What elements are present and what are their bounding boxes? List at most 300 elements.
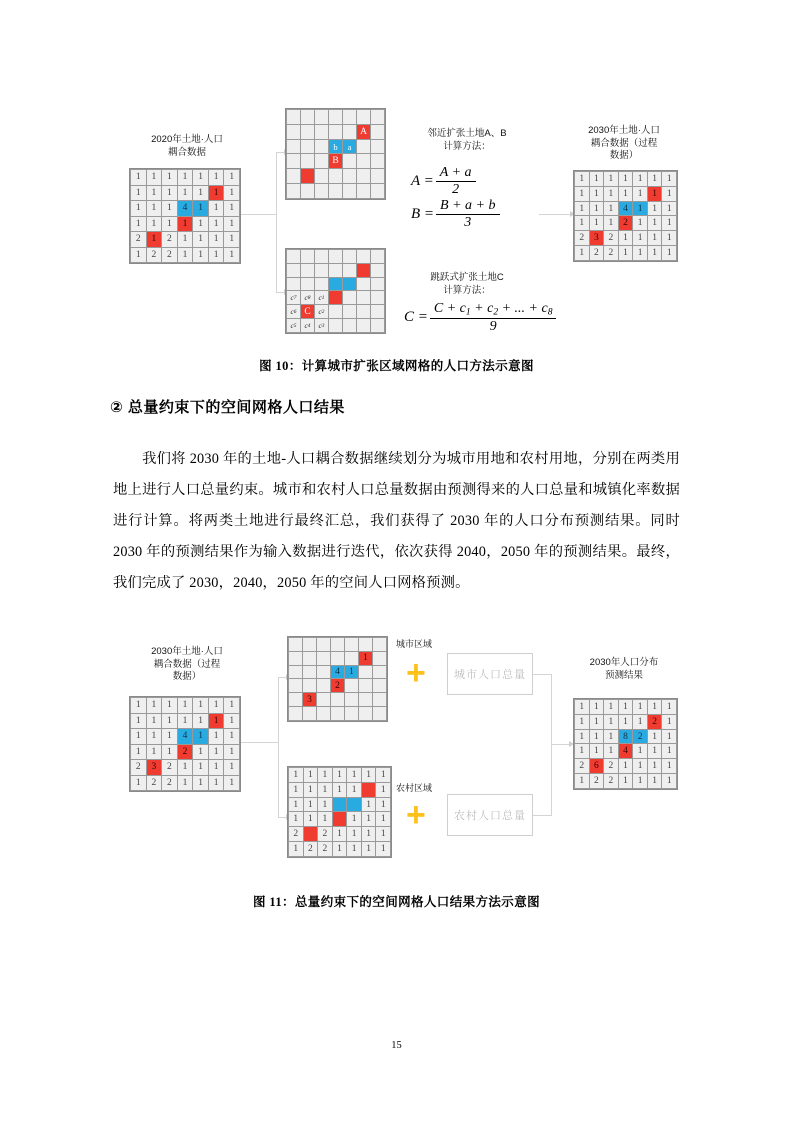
- grid-cell: [362, 783, 376, 797]
- grid-cell: 1: [575, 700, 589, 714]
- grid-cell: [331, 638, 344, 651]
- grid-cell: 1: [131, 248, 146, 263]
- grid-cell: 2: [162, 232, 177, 247]
- figure11-urban-grid: [287, 636, 388, 722]
- grid-cell: 1: [209, 201, 224, 216]
- grid-cell: 1: [376, 783, 390, 797]
- grid-cell: 1: [304, 783, 318, 797]
- grid-cell: 1: [662, 730, 676, 744]
- grid-cell: 1: [376, 768, 390, 782]
- grid-cell: [345, 679, 358, 692]
- grid-cell: [373, 693, 386, 706]
- grid-cell: 1: [131, 698, 146, 713]
- grid-cell: [289, 666, 302, 679]
- grid-cell: 1: [648, 202, 662, 216]
- grid-cell: 1: [224, 186, 239, 201]
- grid-cell: 1: [575, 744, 589, 758]
- grid-cell: 1: [224, 714, 239, 729]
- grid-cell: 1: [347, 768, 361, 782]
- grid-cell: 1: [224, 170, 239, 185]
- figure10-note-c: 跳跃式扩张土地C 计算方法：: [430, 272, 504, 296]
- grid-cell: 2: [304, 842, 318, 856]
- grid-cell: 4: [619, 202, 633, 216]
- grid-cell: 1: [147, 232, 162, 247]
- grid-cell: 1: [224, 760, 239, 775]
- grid-cell: 2: [590, 774, 604, 788]
- grid-cell: 3: [590, 231, 604, 245]
- figure11-rural-total-label: 农村人口总量: [454, 810, 526, 822]
- grid-cell: 1: [362, 812, 376, 826]
- grid-cell: [289, 652, 302, 665]
- grid-cell: 1: [209, 776, 224, 791]
- grid-cell: 1: [131, 217, 146, 232]
- grid-cell: 1: [604, 744, 618, 758]
- section-heading: ② 总量约束下的空间网格人口结果: [110, 399, 345, 416]
- grid-cell: 1: [648, 759, 662, 773]
- grid-cell: 1: [193, 745, 208, 760]
- figure11-urban-plus: +: [406, 654, 426, 692]
- grid-cell: 1: [648, 246, 662, 260]
- grid-cell: 1: [224, 217, 239, 232]
- grid-cell: 1: [193, 186, 208, 201]
- formula-c-lhs: C =: [404, 309, 428, 326]
- grid-cell: 2: [131, 760, 146, 775]
- formula-b-denominator: 3: [436, 214, 499, 231]
- grid-cell: 2: [162, 776, 177, 791]
- grid-cell: 1: [347, 842, 361, 856]
- grid-cell: 1: [662, 202, 676, 216]
- grid-cell: 1: [289, 812, 303, 826]
- grid-cell: 1: [209, 232, 224, 247]
- figure11-result-label: 2030年人口分布 预测结果: [589, 657, 659, 681]
- grid-cell: 1: [575, 774, 589, 788]
- grid-cell: 2: [619, 216, 633, 230]
- grid-cell: [317, 679, 330, 692]
- grid-cell: 1: [662, 172, 676, 186]
- figure11-rural-total-box: [447, 794, 533, 836]
- formula-a-denominator: 2: [436, 181, 476, 198]
- grid-cell: 1: [590, 172, 604, 186]
- grid-cell: 1: [178, 170, 193, 185]
- grid-cell: 1: [162, 186, 177, 201]
- grid-cell: 1: [619, 700, 633, 714]
- grid-cell: 1: [193, 729, 208, 744]
- grid-cell: [303, 679, 316, 692]
- grid-cell: 1: [193, 248, 208, 263]
- grid-cell: 1: [162, 217, 177, 232]
- grid-cell: [303, 707, 316, 720]
- grid-cell: 1: [633, 216, 647, 230]
- grid-cell: 1: [178, 776, 193, 791]
- grid-cell: [359, 679, 372, 692]
- grid-cell: 1: [178, 217, 193, 232]
- grid-cell: 1: [648, 774, 662, 788]
- grid-cell: 1: [209, 745, 224, 760]
- grid-cell: 1: [648, 172, 662, 186]
- grid-cell: 1: [619, 246, 633, 260]
- grid-cell: 1: [224, 248, 239, 263]
- grid-cell: [289, 693, 302, 706]
- grid-cell: 1: [131, 170, 146, 185]
- grid-cell: 1: [376, 812, 390, 826]
- grid-cell: 1: [648, 700, 662, 714]
- grid-cell: 2: [289, 827, 303, 841]
- grid-cell: 1: [633, 700, 647, 714]
- grid-cell: 1: [648, 216, 662, 230]
- grid-cell: 1: [147, 217, 162, 232]
- figure11-urban-total-label: 城市人口总量: [454, 669, 526, 681]
- figure11-rural-plus: +: [406, 796, 426, 834]
- grid-cell: [373, 666, 386, 679]
- grid-cell: 1: [633, 715, 647, 729]
- grid-cell: 1: [289, 783, 303, 797]
- grid-cell: 1: [347, 783, 361, 797]
- grid-cell: 1: [633, 231, 647, 245]
- grid-cell: 1: [662, 700, 676, 714]
- grid-cell: 2: [648, 715, 662, 729]
- grid-cell: 1: [662, 744, 676, 758]
- grid-cell: 2: [604, 246, 618, 260]
- grid-cell: 1: [147, 201, 162, 216]
- figure11-source-grid: [129, 696, 241, 792]
- grid-cell: [289, 638, 302, 651]
- grid-cell: 1: [575, 187, 589, 201]
- grid-cell: 1: [224, 776, 239, 791]
- grid-cell: [289, 679, 302, 692]
- grid-cell: 1: [347, 812, 361, 826]
- grid-cell: 2: [590, 246, 604, 260]
- formula-b-numerator: B + a + b: [440, 198, 496, 213]
- grid-cell: 1: [362, 842, 376, 856]
- grid-cell: 2: [131, 232, 146, 247]
- grid-cell: 4: [178, 729, 193, 744]
- figure11-urban-total-box: [447, 653, 533, 695]
- page-number: 15: [391, 1040, 402, 1051]
- grid-cell: 1: [147, 714, 162, 729]
- figure11-source-label: 2030年土地·人口 耦合数据（过程 数据）: [151, 646, 223, 682]
- formula-c-denominator: 9: [430, 318, 557, 335]
- grid-cell: 1: [224, 232, 239, 247]
- grid-cell: [317, 707, 330, 720]
- formula-a-lhs: A =: [411, 173, 434, 189]
- grid-cell: 2: [575, 759, 589, 773]
- grid-cell: [333, 798, 347, 812]
- grid-cell: [373, 652, 386, 665]
- grid-cell: 1: [193, 760, 208, 775]
- grid-cell: 1: [289, 842, 303, 856]
- grid-cell: 1: [147, 698, 162, 713]
- grid-cell: [359, 693, 372, 706]
- grid-cell: 1: [662, 246, 676, 260]
- grid-cell: a: [343, 140, 356, 154]
- grid-cell: 4: [178, 201, 193, 216]
- grid-cell: 1: [633, 759, 647, 773]
- grid-cell: 3: [147, 760, 162, 775]
- formula-b-lhs: B =: [411, 206, 435, 222]
- grid-cell: 1: [604, 172, 618, 186]
- grid-cell: 1: [590, 216, 604, 230]
- grid-cell: 1: [147, 729, 162, 744]
- grid-cell: 2: [162, 760, 177, 775]
- paragraph-text: 我们将 2030 年的土地-人口耦合数据继续划分为城市用地和农村用地，分别在两类用地上进行人口总量约束。城市和农村人口总量数据由预测得来的人口总量和城镇化率数据进行计算。将两类土地进行最终汇总，我们获得了 2030 年的人口分布预测结果。同时 2030 年的预测结果作为输入数据进行迭代，依次获得 2040，2050 年的预测结果。最终，我们完成了 2030，2040，2050 年的空间人口网格预测。: [113, 451, 680, 591]
- grid-cell: 1: [376, 842, 390, 856]
- grid-cell: 1: [575, 730, 589, 744]
- grid-cell: 1: [376, 827, 390, 841]
- grid-cell: 1: [178, 714, 193, 729]
- grid-cell: 2: [147, 776, 162, 791]
- grid-cell: 1: [209, 217, 224, 232]
- grid-cell: 1: [209, 729, 224, 744]
- grid-cell: 1: [575, 202, 589, 216]
- grid-cell: 1: [604, 715, 618, 729]
- grid-cell: 2: [331, 679, 344, 692]
- formula-a-numerator: A + a: [439, 165, 472, 180]
- grid-cell: [303, 666, 316, 679]
- grid-cell: 1: [178, 232, 193, 247]
- figure10-result-label: 2030年土地·人口 耦合数据（过程 数据）: [588, 125, 660, 161]
- grid-cell: 1: [318, 798, 332, 812]
- grid-cell: 1: [193, 201, 208, 216]
- grid-cell: [303, 638, 316, 651]
- grid-cell: 1: [333, 827, 347, 841]
- figure11-urban-out: [533, 674, 552, 675]
- grid-cell: 1: [193, 714, 208, 729]
- grid-cell: 1: [575, 246, 589, 260]
- grid-cell: 1: [224, 745, 239, 760]
- grid-cell: 1: [193, 170, 208, 185]
- grid-cell: 1: [633, 202, 647, 216]
- figure10-source-label: 2020年土地·人口 耦合数据: [151, 134, 223, 158]
- figure11-connector-riser: [278, 677, 279, 817]
- grid-cell: 1: [590, 700, 604, 714]
- grid-cell: 1: [633, 246, 647, 260]
- grid-cell: 1: [619, 187, 633, 201]
- grid-cell: c 2: [315, 305, 328, 318]
- grid-cell: 1: [575, 216, 589, 230]
- grid-cell: 1: [193, 217, 208, 232]
- grid-cell: 1: [318, 768, 332, 782]
- grid-cell: 1: [131, 776, 146, 791]
- grid-cell: 2: [318, 827, 332, 841]
- grid-cell: c 3: [315, 319, 328, 332]
- figure11-result-connector: [551, 744, 571, 745]
- grid-cell: 1: [633, 187, 647, 201]
- grid-cell: 1: [289, 768, 303, 782]
- grid-cell: 1: [619, 715, 633, 729]
- grid-cell: [304, 827, 318, 841]
- grid-cell: 1: [178, 248, 193, 263]
- grid-cell: 1: [224, 698, 239, 713]
- figure11-result-grid: [573, 698, 678, 790]
- grid-cell: 1: [604, 700, 618, 714]
- grid-cell: [345, 707, 358, 720]
- grid-cell: 1: [662, 774, 676, 788]
- grid-cell: [373, 638, 386, 651]
- grid-cell: 1: [633, 172, 647, 186]
- grid-cell: 1: [162, 698, 177, 713]
- grid-cell: 1: [209, 698, 224, 713]
- figure11-rural-out: [533, 815, 552, 816]
- grid-cell: 1: [147, 170, 162, 185]
- grid-cell: c 8: [301, 291, 314, 304]
- grid-cell: [345, 638, 358, 651]
- grid-cell: 1: [162, 729, 177, 744]
- grid-cell: 1: [304, 768, 318, 782]
- grid-cell: 2: [178, 745, 193, 760]
- grid-cell: 1: [131, 729, 146, 744]
- grid-cell: 1: [633, 774, 647, 788]
- grid-cell: 1: [619, 172, 633, 186]
- grid-cell: 1: [131, 186, 146, 201]
- grid-cell: 1: [333, 768, 347, 782]
- grid-cell: b: [329, 140, 342, 154]
- grid-cell: 1: [362, 798, 376, 812]
- grid-cell: 1: [131, 745, 146, 760]
- grid-cell: c 6: [287, 305, 300, 318]
- grid-cell: [317, 638, 330, 651]
- grid-cell: c 1: [315, 291, 328, 304]
- grid-cell: 1: [590, 187, 604, 201]
- grid-cell: 1: [362, 827, 376, 841]
- grid-cell: 1: [147, 186, 162, 201]
- grid-cell: 2: [147, 248, 162, 263]
- grid-cell: 1: [604, 187, 618, 201]
- grid-cell: 1: [131, 201, 146, 216]
- grid-cell: 1: [648, 744, 662, 758]
- grid-cell: 1: [162, 170, 177, 185]
- grid-cell: 1: [590, 715, 604, 729]
- grid-cell: c 7: [287, 291, 300, 304]
- grid-cell: [373, 679, 386, 692]
- grid-cell: [317, 666, 330, 679]
- grid-cell: 1: [662, 187, 676, 201]
- grid-cell: 1: [662, 715, 676, 729]
- grid-cell: 1: [648, 730, 662, 744]
- grid-cell: [331, 693, 344, 706]
- grid-cell: 1: [178, 698, 193, 713]
- grid-cell: 8: [619, 730, 633, 744]
- figure11-rural-grid: [287, 766, 392, 858]
- grid-cell: 2: [604, 774, 618, 788]
- figure-10-caption: 图 10：计算城市扩张区域网格的人口方法示意图: [259, 359, 534, 373]
- grid-cell: [359, 707, 372, 720]
- grid-cell: [359, 666, 372, 679]
- grid-cell: 1: [619, 231, 633, 245]
- grid-cell: 1: [376, 798, 390, 812]
- grid-cell: 1: [604, 202, 618, 216]
- grid-cell: 1: [162, 745, 177, 760]
- grid-cell: 1: [318, 783, 332, 797]
- grid-cell: [347, 798, 361, 812]
- grid-cell: 1: [359, 652, 372, 665]
- grid-cell: 1: [178, 760, 193, 775]
- grid-cell: 4: [619, 744, 633, 758]
- grid-cell: 1: [633, 744, 647, 758]
- grid-cell: 1: [362, 768, 376, 782]
- grid-cell: 1: [193, 776, 208, 791]
- grid-cell: 2: [633, 730, 647, 744]
- grid-cell: 1: [289, 798, 303, 812]
- formula-c-numerator: $C + c_1 + c_2$ + ... + $c_8$: [433, 301, 553, 318]
- grid-cell: [317, 693, 330, 706]
- grid-cell: 1: [333, 783, 347, 797]
- grid-cell: [345, 693, 358, 706]
- grid-cell: 1: [662, 759, 676, 773]
- grid-cell: c 5: [287, 319, 300, 332]
- grid-cell: 1: [662, 231, 676, 245]
- grid-cell: 1: [209, 186, 224, 201]
- grid-cell: A: [357, 125, 370, 139]
- grid-cell: 1: [304, 798, 318, 812]
- grid-cell: 2: [604, 759, 618, 773]
- grid-cell: [345, 652, 358, 665]
- grid-cell: 1: [209, 248, 224, 263]
- grid-cell: [289, 707, 302, 720]
- grid-cell: 1: [162, 201, 177, 216]
- grid-cell: 1: [619, 759, 633, 773]
- grid-cell: [317, 652, 330, 665]
- grid-cell: 1: [648, 187, 662, 201]
- grid-cell: 1: [648, 231, 662, 245]
- grid-cell: 1: [209, 760, 224, 775]
- grid-cell: c 4: [301, 319, 314, 332]
- grid-cell: 1: [162, 714, 177, 729]
- grid-cell: 1: [662, 216, 676, 230]
- grid-cell: 1: [131, 714, 146, 729]
- grid-cell: 4: [331, 666, 344, 679]
- grid-cell: 1: [590, 202, 604, 216]
- grid-cell: 1: [224, 729, 239, 744]
- grid-cell: 1: [347, 827, 361, 841]
- grid-cell: 1: [147, 745, 162, 760]
- figure11-rural-area-label: 农村区域: [396, 783, 433, 793]
- grid-cell: 1: [224, 201, 239, 216]
- grid-cell: 1: [604, 730, 618, 744]
- grid-cell: [373, 707, 386, 720]
- grid-cell: 2: [575, 231, 589, 245]
- grid-cell: 1: [575, 715, 589, 729]
- grid-cell: [331, 652, 344, 665]
- figure11-urban-area-label: 城市区域: [396, 639, 433, 649]
- grid-cell: [331, 707, 344, 720]
- grid-cell: 1: [304, 812, 318, 826]
- grid-cell: 1: [178, 186, 193, 201]
- grid-cell: 1: [345, 666, 358, 679]
- grid-cell: 2: [318, 842, 332, 856]
- grid-cell: 1: [575, 172, 589, 186]
- grid-cell: C: [301, 305, 314, 318]
- grid-cell: 1: [333, 842, 347, 856]
- grid-cell: 1: [209, 714, 224, 729]
- grid-cell: [359, 638, 372, 651]
- grid-cell: 1: [318, 812, 332, 826]
- grid-cell: 2: [162, 248, 177, 263]
- grid-cell: 1: [209, 170, 224, 185]
- figure-11-caption: 图 11：总量约束下的空间网格人口结果方法示意图: [252, 895, 541, 909]
- grid-cell: 2: [604, 231, 618, 245]
- figure10-note-ab: 邻近扩张土地A、B 计算方法：: [427, 128, 507, 152]
- grid-cell: 1: [193, 698, 208, 713]
- grid-cell: B: [329, 154, 342, 168]
- grid-cell: 1: [590, 744, 604, 758]
- grid-cell: [333, 812, 347, 826]
- grid-cell: 1: [193, 232, 208, 247]
- figure11-connector-stem: [241, 742, 279, 743]
- grid-cell: 3: [303, 693, 316, 706]
- grid-cell: 6: [590, 759, 604, 773]
- grid-cell: 1: [590, 730, 604, 744]
- grid-cell: 1: [619, 774, 633, 788]
